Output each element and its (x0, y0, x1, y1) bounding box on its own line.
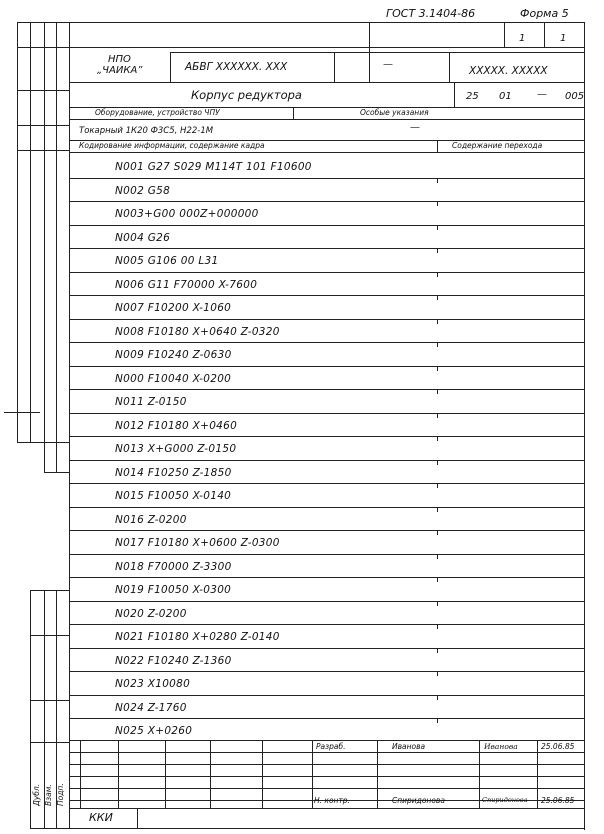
row-separator (69, 695, 585, 696)
row-separator (69, 530, 585, 531)
row-separator (69, 577, 585, 578)
row-tick (437, 718, 438, 723)
coding-label: Кодирование информации, содержание кадра (79, 141, 265, 150)
row-separator (69, 601, 585, 602)
row-tick (437, 530, 438, 535)
developed-signature: Иванова (484, 742, 518, 751)
program-row: N007 F10200 X-1060 (115, 302, 232, 314)
row-separator (69, 389, 585, 390)
row-tick (437, 389, 438, 394)
row-separator (69, 272, 585, 273)
row-tick (437, 648, 438, 653)
program-row: N000 F10040 X-0200 (115, 372, 232, 385)
row-separator (69, 225, 585, 226)
row-tick (437, 507, 438, 512)
row-separator (69, 178, 585, 179)
program-row: N004 G26 (115, 231, 171, 244)
program-row: N019 F10050 X-0300 (115, 584, 232, 596)
control-signature: Спиридонова (482, 796, 528, 804)
row-separator (69, 554, 585, 555)
header-num-4: 005 (565, 91, 585, 102)
standard-label: ГОСТ 3.1404-86 (386, 7, 476, 20)
row-separator (69, 201, 585, 202)
program-row: N017 F10180 X+0600 Z-0300 (115, 537, 280, 549)
program-row: N021 F10180 X+0280 Z-0140 (115, 631, 280, 643)
control-name: Спиридонова (392, 796, 445, 805)
developed-label: Разраб. (316, 742, 346, 751)
row-tick (437, 272, 438, 277)
program-row: N012 F10180 X+0460 (115, 419, 238, 432)
transition-label: Содержание перехода (452, 141, 543, 150)
program-row: N024 Z-1760 (115, 701, 187, 714)
side-label-podp: Подп. (56, 783, 65, 806)
special-value: — (410, 122, 420, 133)
row-tick (437, 601, 438, 606)
row-separator (69, 483, 585, 484)
part-code: XXXXX. XXXXX (469, 65, 548, 77)
row-separator (69, 295, 585, 296)
equipment-label: Оборудование, устройство ЧПУ (95, 108, 220, 117)
row-tick (437, 295, 438, 300)
program-row: N005 G106 00 L31 (115, 255, 219, 267)
row-tick (437, 483, 438, 488)
row-tick (437, 201, 438, 206)
row-tick (437, 225, 438, 230)
row-separator (69, 648, 585, 649)
row-tick (437, 624, 438, 629)
sheet-count: 1 (560, 33, 567, 44)
program-row: N001 G27 S029 M114T 101 F10600 (115, 161, 312, 173)
program-row: N015 F10050 X-0140 (115, 490, 232, 502)
program-row: N014 F10250 Z-1850 (115, 466, 232, 479)
row-separator (69, 436, 585, 437)
program-row: N006 G11 F70000 X-7600 (115, 278, 258, 291)
header-num-2: 01 (499, 91, 512, 102)
row-separator (69, 460, 585, 461)
bottom-code: ККИ (89, 811, 113, 824)
row-separator (69, 507, 585, 508)
header-num-1: 25 (466, 91, 479, 102)
row-tick (437, 577, 438, 582)
program-row: N018 F70000 Z-3300 (115, 560, 232, 573)
special-label: Особые указания (360, 108, 429, 117)
row-separator (69, 671, 585, 672)
sheet-number: 1 (519, 33, 526, 44)
side-label-dubl: Дубл. (32, 783, 41, 806)
control-date: 25.06.85 (541, 796, 575, 805)
program-row: N002 G58 (115, 184, 171, 197)
row-separator (69, 718, 585, 719)
program-row: N009 F10240 Z-0630 (115, 349, 232, 361)
row-tick (437, 342, 438, 347)
org-name-line2: „ЧАИКА” (97, 65, 143, 76)
row-separator (69, 342, 585, 343)
document-code: АБВГ XXXXXX. XXX (185, 61, 288, 73)
row-tick (437, 319, 438, 324)
row-tick (437, 671, 438, 676)
row-tick (437, 695, 438, 700)
form-label: Форма 5 (520, 7, 569, 20)
program-row: N022 F10240 Z-1360 (115, 654, 232, 667)
equipment-value: Токарный 1К20 Ф3С5, Н22-1М (79, 126, 214, 136)
org-name-line1: НПО (108, 54, 131, 65)
row-tick (437, 554, 438, 559)
row-separator (69, 413, 585, 414)
row-tick (437, 460, 438, 465)
program-row: N020 Z-0200 (115, 607, 187, 620)
row-tick (437, 413, 438, 418)
row-separator (69, 624, 585, 625)
developed-date: 25.06.85 (541, 742, 575, 751)
program-row: N003+G00 000Z+000000 (115, 208, 259, 220)
header-dash: — (383, 59, 393, 70)
row-tick (437, 178, 438, 183)
side-label-vzam: Взам. (44, 784, 53, 806)
program-row: N023 X10080 (115, 678, 191, 690)
control-label: Н. контр. (314, 796, 350, 805)
developed-name: Иванова (392, 742, 426, 751)
program-row: N008 F10180 X+0640 Z-0320 (115, 325, 280, 338)
row-tick (437, 436, 438, 441)
row-separator (69, 319, 585, 320)
part-name: Корпус редуктора (191, 88, 302, 102)
program-row: N025 X+0260 (115, 725, 193, 737)
row-tick (437, 248, 438, 253)
row-tick (437, 366, 438, 371)
row-separator (69, 366, 585, 367)
program-row: N013 X+G000 Z-0150 (115, 443, 237, 455)
header-num-3: — (537, 89, 547, 100)
row-separator (69, 248, 585, 249)
program-row: N016 Z-0200 (115, 513, 187, 526)
program-row: N011 Z-0150 (115, 396, 187, 408)
